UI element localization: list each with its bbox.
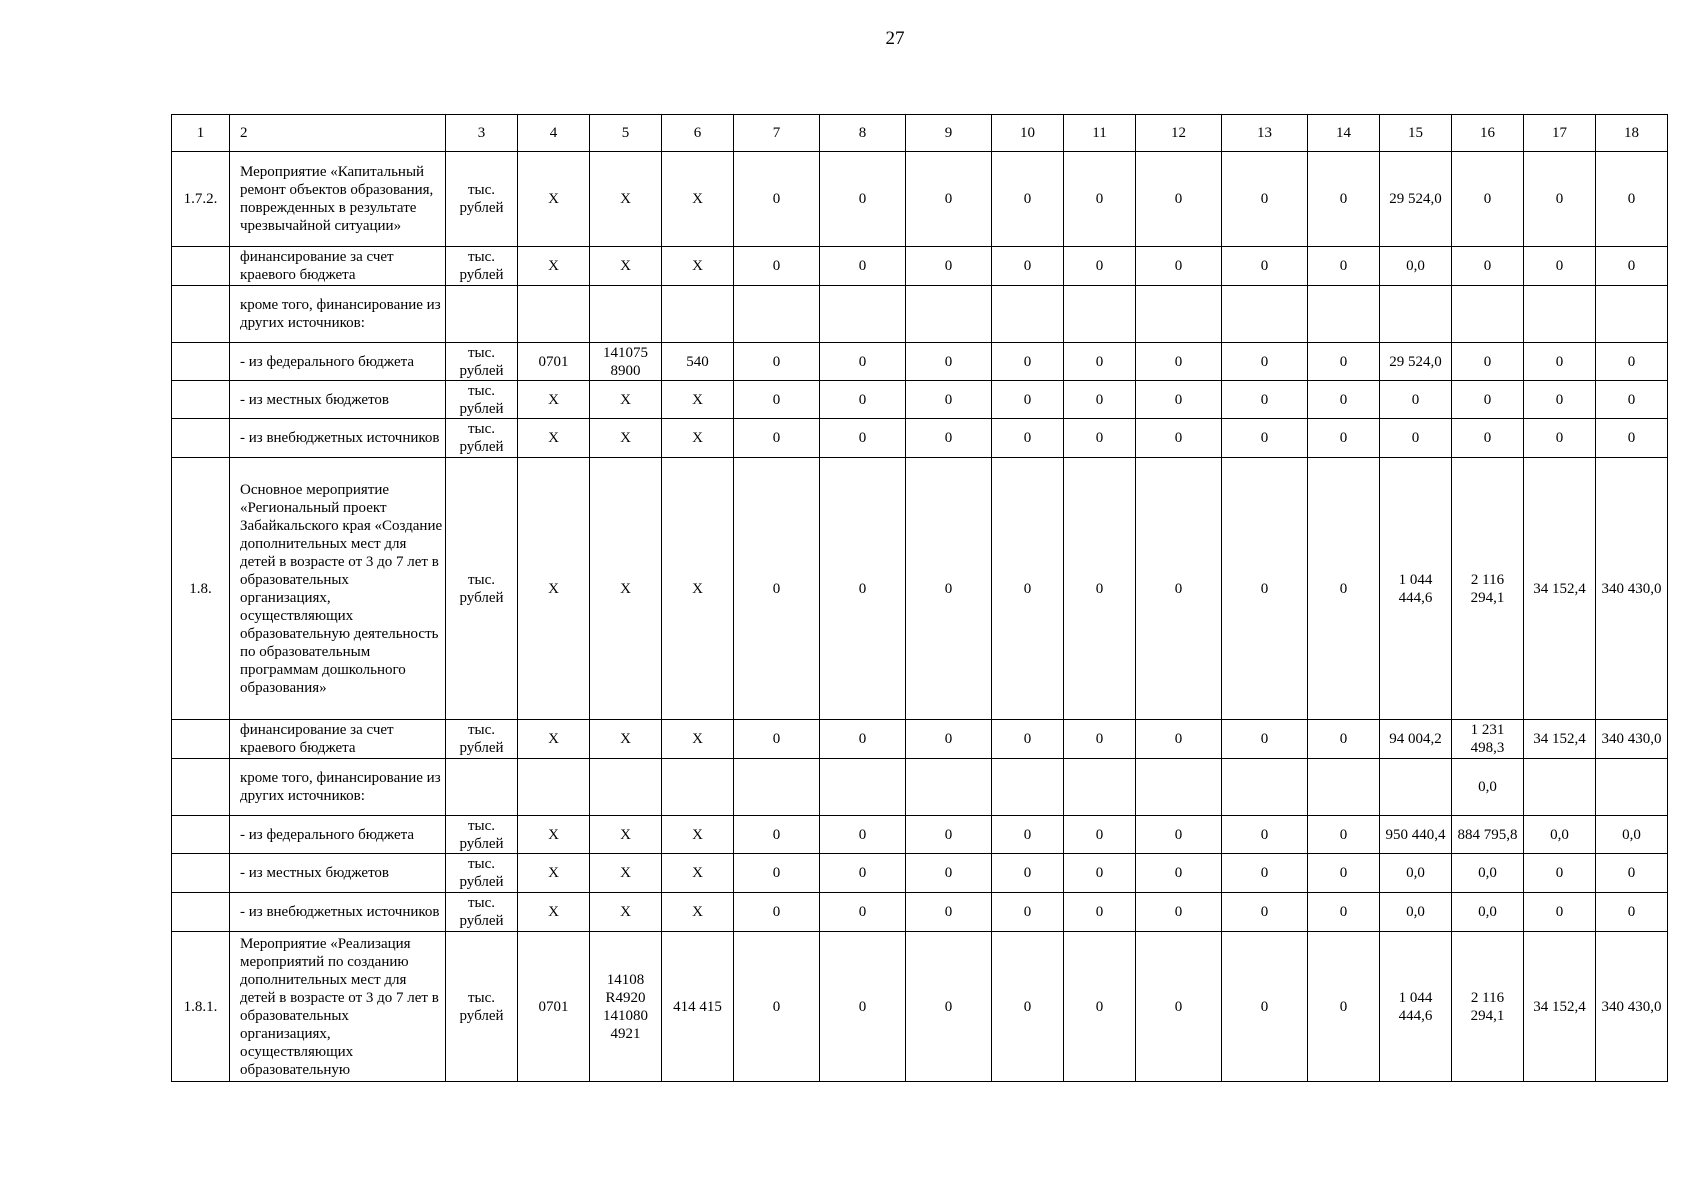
cell-col7: 0 bbox=[734, 932, 820, 1082]
cell-col13: 0 bbox=[1222, 419, 1308, 458]
cell-col7: 0 bbox=[734, 720, 820, 759]
cell-col5: X bbox=[590, 720, 662, 759]
cell-col16: 0,0 bbox=[1452, 854, 1524, 893]
cell-col15: 0 bbox=[1380, 419, 1452, 458]
cell-col4 bbox=[518, 286, 590, 343]
cell-col13: 0 bbox=[1222, 854, 1308, 893]
cell-col7: 0 bbox=[734, 458, 820, 720]
cell-col13: 0 bbox=[1222, 381, 1308, 419]
table-row bbox=[172, 458, 1668, 720]
page-number: 27 bbox=[885, 28, 905, 49]
cell-unit bbox=[446, 286, 518, 343]
cell-col13: 0 bbox=[1222, 893, 1308, 932]
cell-col15 bbox=[1380, 759, 1452, 816]
cell-col10: 0 bbox=[992, 343, 1064, 381]
cell-col15: 29 524,0 bbox=[1380, 343, 1452, 381]
cell-col10 bbox=[992, 759, 1064, 816]
cell-col8: 0 bbox=[820, 854, 906, 893]
cell-col12: 0 bbox=[1136, 720, 1222, 759]
cell-col14: 0 bbox=[1308, 893, 1380, 932]
cell-code bbox=[172, 247, 230, 286]
cell-col6: X bbox=[662, 381, 734, 419]
cell-col5 bbox=[590, 286, 662, 343]
cell-code: 1 bbox=[172, 115, 230, 152]
cell-col7: 7 bbox=[734, 115, 820, 152]
cell-col6: 414 415 bbox=[662, 932, 734, 1082]
cell-col17: 0,0 bbox=[1524, 816, 1596, 854]
cell-name: - из внебюджетных источников bbox=[230, 893, 446, 932]
cell-col13: 13 bbox=[1222, 115, 1308, 152]
cell-col15 bbox=[1380, 286, 1452, 343]
cell-code bbox=[172, 720, 230, 759]
cell-col18: 340 430,0 bbox=[1596, 720, 1668, 759]
cell-col5: X bbox=[590, 458, 662, 720]
cell-col12: 0 bbox=[1136, 247, 1222, 286]
cell-unit: тыс. рублей bbox=[446, 854, 518, 893]
cell-col11: 0 bbox=[1064, 816, 1136, 854]
cell-col8: 0 bbox=[820, 343, 906, 381]
cell-col4: 4 bbox=[518, 115, 590, 152]
table-row bbox=[172, 816, 1668, 854]
cell-col17: 34 152,4 bbox=[1524, 458, 1596, 720]
cell-col6: X bbox=[662, 419, 734, 458]
cell-col9: 0 bbox=[906, 247, 992, 286]
cell-col14: 0 bbox=[1308, 419, 1380, 458]
cell-code bbox=[172, 381, 230, 419]
cell-col13 bbox=[1222, 286, 1308, 343]
cell-col14: 0 bbox=[1308, 932, 1380, 1082]
cell-col8 bbox=[820, 759, 906, 816]
cell-col6 bbox=[662, 286, 734, 343]
cell-col8: 0 bbox=[820, 419, 906, 458]
cell-name: кроме того, финансирование из других источников: bbox=[230, 286, 446, 343]
cell-col5: X bbox=[590, 816, 662, 854]
cell-col18: 0,0 bbox=[1596, 816, 1668, 854]
cell-code: 1.8.1. bbox=[172, 932, 230, 1082]
cell-col16: 0,0 bbox=[1452, 759, 1524, 816]
cell-col6: X bbox=[662, 247, 734, 286]
cell-col12: 0 bbox=[1136, 343, 1222, 381]
cell-col14: 14 bbox=[1308, 115, 1380, 152]
cell-col18: 340 430,0 bbox=[1596, 458, 1668, 720]
cell-col16 bbox=[1452, 286, 1524, 343]
cell-code bbox=[172, 893, 230, 932]
cell-col5: 14108 R4920 141080 4921 bbox=[590, 932, 662, 1082]
cell-name: - из местных бюджетов bbox=[230, 381, 446, 419]
cell-name: Мероприятие «Реализация мероприятий по созданию дополнительных мест для детей в возрасте от 3 до 7 лет в образовательных организациях, осуществляющих образовательную bbox=[230, 932, 446, 1082]
cell-col13: 0 bbox=[1222, 720, 1308, 759]
cell-code bbox=[172, 343, 230, 381]
cell-col5: 5 bbox=[590, 115, 662, 152]
cell-col7: 0 bbox=[734, 854, 820, 893]
cell-col13: 0 bbox=[1222, 458, 1308, 720]
cell-col8 bbox=[820, 286, 906, 343]
cell-unit: тыс. рублей bbox=[446, 343, 518, 381]
cell-unit: тыс. рублей bbox=[446, 816, 518, 854]
cell-col5 bbox=[590, 759, 662, 816]
cell-col18: 0 bbox=[1596, 381, 1668, 419]
cell-col8: 0 bbox=[820, 932, 906, 1082]
cell-col14: 0 bbox=[1308, 816, 1380, 854]
cell-col14: 0 bbox=[1308, 854, 1380, 893]
cell-col13: 0 bbox=[1222, 247, 1308, 286]
cell-col4: X bbox=[518, 247, 590, 286]
header-row bbox=[172, 115, 1668, 152]
cell-name: Основное мероприятие «Региональный проект Забайкальского края «Создание дополнительных мест для детей в возрасте от 3 до 7 лет в образовательных организациях, осуществляющих образовательную деятельность по образовательным программам дошкольного образования» bbox=[230, 458, 446, 720]
cell-col11: 11 bbox=[1064, 115, 1136, 152]
cell-col4: X bbox=[518, 854, 590, 893]
cell-col5: X bbox=[590, 381, 662, 419]
cell-name: финансирование за счет краевого бюджета bbox=[230, 720, 446, 759]
cell-col6 bbox=[662, 759, 734, 816]
cell-unit: тыс. рублей bbox=[446, 893, 518, 932]
cell-col7: 0 bbox=[734, 419, 820, 458]
cell-col6: 540 bbox=[662, 343, 734, 381]
cell-col18 bbox=[1596, 286, 1668, 343]
cell-col7 bbox=[734, 286, 820, 343]
cell-col9 bbox=[906, 759, 992, 816]
cell-col7: 0 bbox=[734, 381, 820, 419]
cell-col4: X bbox=[518, 816, 590, 854]
cell-col11: 0 bbox=[1064, 932, 1136, 1082]
cell-col16: 0 bbox=[1452, 343, 1524, 381]
cell-col18: 340 430,0 bbox=[1596, 932, 1668, 1082]
cell-col8: 0 bbox=[820, 247, 906, 286]
cell-col17: 17 bbox=[1524, 115, 1596, 152]
cell-col18: 0 bbox=[1596, 152, 1668, 247]
cell-unit: 3 bbox=[446, 115, 518, 152]
cell-col5: 141075 8900 bbox=[590, 343, 662, 381]
cell-name: - из внебюджетных источников bbox=[230, 419, 446, 458]
cell-col10: 0 bbox=[992, 419, 1064, 458]
cell-col12: 0 bbox=[1136, 893, 1222, 932]
cell-col12 bbox=[1136, 286, 1222, 343]
cell-col13: 0 bbox=[1222, 932, 1308, 1082]
cell-col10 bbox=[992, 286, 1064, 343]
table-row bbox=[172, 893, 1668, 932]
table-row bbox=[172, 286, 1668, 343]
cell-col10: 0 bbox=[992, 893, 1064, 932]
cell-col4: X bbox=[518, 381, 590, 419]
cell-col5: X bbox=[590, 152, 662, 247]
cell-unit: тыс. рублей bbox=[446, 720, 518, 759]
cell-col4: X bbox=[518, 458, 590, 720]
cell-col10: 0 bbox=[992, 932, 1064, 1082]
table-row bbox=[172, 419, 1668, 458]
cell-col15: 94 004,2 bbox=[1380, 720, 1452, 759]
cell-col7 bbox=[734, 759, 820, 816]
cell-col9: 0 bbox=[906, 343, 992, 381]
cell-col14: 0 bbox=[1308, 152, 1380, 247]
cell-col11: 0 bbox=[1064, 152, 1136, 247]
table-row bbox=[172, 381, 1668, 419]
cell-col12: 0 bbox=[1136, 932, 1222, 1082]
cell-col18: 18 bbox=[1596, 115, 1668, 152]
cell-col10: 0 bbox=[992, 247, 1064, 286]
cell-col17: 0 bbox=[1524, 152, 1596, 247]
cell-col4: 0701 bbox=[518, 343, 590, 381]
cell-col10: 0 bbox=[992, 854, 1064, 893]
cell-col8: 0 bbox=[820, 816, 906, 854]
cell-col16: 884 795,8 bbox=[1452, 816, 1524, 854]
cell-col11: 0 bbox=[1064, 893, 1136, 932]
cell-col14: 0 bbox=[1308, 343, 1380, 381]
table-row bbox=[172, 343, 1668, 381]
cell-col4: X bbox=[518, 419, 590, 458]
cell-col15: 1 044 444,6 bbox=[1380, 458, 1452, 720]
cell-col10: 0 bbox=[992, 816, 1064, 854]
cell-col13: 0 bbox=[1222, 343, 1308, 381]
cell-col7: 0 bbox=[734, 152, 820, 247]
cell-col9: 0 bbox=[906, 381, 992, 419]
cell-col17: 34 152,4 bbox=[1524, 932, 1596, 1082]
cell-code bbox=[172, 286, 230, 343]
cell-col7: 0 bbox=[734, 343, 820, 381]
cell-col11: 0 bbox=[1064, 419, 1136, 458]
cell-col14 bbox=[1308, 286, 1380, 343]
cell-code bbox=[172, 759, 230, 816]
cell-col16: 0 bbox=[1452, 247, 1524, 286]
cell-col12: 12 bbox=[1136, 115, 1222, 152]
cell-col12: 0 bbox=[1136, 854, 1222, 893]
table-row bbox=[172, 932, 1668, 1082]
cell-col6: X bbox=[662, 816, 734, 854]
cell-col10: 10 bbox=[992, 115, 1064, 152]
cell-unit: тыс. рублей bbox=[446, 932, 518, 1082]
cell-col11: 0 bbox=[1064, 854, 1136, 893]
cell-col9: 0 bbox=[906, 720, 992, 759]
cell-name: - из федерального бюджета bbox=[230, 343, 446, 381]
cell-col17: 0 bbox=[1524, 381, 1596, 419]
cell-col14: 0 bbox=[1308, 720, 1380, 759]
cell-col11: 0 bbox=[1064, 247, 1136, 286]
cell-unit: тыс. рублей bbox=[446, 419, 518, 458]
cell-col17: 0 bbox=[1524, 419, 1596, 458]
cell-name: финансирование за счет краевого бюджета bbox=[230, 247, 446, 286]
table-row bbox=[172, 152, 1668, 247]
cell-col12: 0 bbox=[1136, 381, 1222, 419]
cell-col9: 0 bbox=[906, 932, 992, 1082]
cell-col8: 0 bbox=[820, 720, 906, 759]
cell-col13: 0 bbox=[1222, 152, 1308, 247]
cell-col16: 1 231 498,3 bbox=[1452, 720, 1524, 759]
cell-col4 bbox=[518, 759, 590, 816]
cell-name: - из федерального бюджета bbox=[230, 816, 446, 854]
cell-col7: 0 bbox=[734, 247, 820, 286]
cell-col12 bbox=[1136, 759, 1222, 816]
cell-col18 bbox=[1596, 759, 1668, 816]
cell-col16: 0 bbox=[1452, 152, 1524, 247]
cell-col8: 0 bbox=[820, 152, 906, 247]
cell-col5: X bbox=[590, 419, 662, 458]
cell-col16: 2 116 294,1 bbox=[1452, 458, 1524, 720]
cell-col11: 0 bbox=[1064, 720, 1136, 759]
cell-col9: 0 bbox=[906, 419, 992, 458]
budget-table-body bbox=[172, 115, 1668, 1082]
cell-col6: X bbox=[662, 720, 734, 759]
cell-col15: 950 440,4 bbox=[1380, 816, 1452, 854]
cell-col12: 0 bbox=[1136, 816, 1222, 854]
cell-col4: X bbox=[518, 152, 590, 247]
cell-col11: 0 bbox=[1064, 381, 1136, 419]
cell-col7: 0 bbox=[734, 893, 820, 932]
cell-col5: X bbox=[590, 893, 662, 932]
cell-unit: тыс. рублей bbox=[446, 152, 518, 247]
cell-code bbox=[172, 419, 230, 458]
table-row bbox=[172, 247, 1668, 286]
cell-name: Мероприятие «Капитальный ремонт объектов образования, поврежденных в результате чрезвычайной ситуации» bbox=[230, 152, 446, 247]
cell-col11 bbox=[1064, 759, 1136, 816]
cell-col18: 0 bbox=[1596, 893, 1668, 932]
cell-col17: 0 bbox=[1524, 854, 1596, 893]
cell-col9: 0 bbox=[906, 152, 992, 247]
cell-col17 bbox=[1524, 286, 1596, 343]
cell-col10: 0 bbox=[992, 720, 1064, 759]
cell-col18: 0 bbox=[1596, 247, 1668, 286]
cell-code: 1.8. bbox=[172, 458, 230, 720]
cell-col17 bbox=[1524, 759, 1596, 816]
cell-col9: 0 bbox=[906, 854, 992, 893]
cell-col14: 0 bbox=[1308, 381, 1380, 419]
cell-col4: X bbox=[518, 720, 590, 759]
cell-col15: 1 044 444,6 bbox=[1380, 932, 1452, 1082]
cell-col6: X bbox=[662, 152, 734, 247]
cell-unit bbox=[446, 759, 518, 816]
cell-col13 bbox=[1222, 759, 1308, 816]
cell-col15: 0 bbox=[1380, 381, 1452, 419]
cell-col11: 0 bbox=[1064, 458, 1136, 720]
cell-col6: X bbox=[662, 893, 734, 932]
cell-col9: 0 bbox=[906, 816, 992, 854]
cell-col6: 6 bbox=[662, 115, 734, 152]
cell-unit: тыс. рублей bbox=[446, 247, 518, 286]
cell-col5: X bbox=[590, 247, 662, 286]
budget-table bbox=[171, 114, 1668, 1082]
cell-col17: 0 bbox=[1524, 893, 1596, 932]
cell-col11 bbox=[1064, 286, 1136, 343]
cell-col9: 9 bbox=[906, 115, 992, 152]
cell-col12: 0 bbox=[1136, 419, 1222, 458]
cell-col15: 0,0 bbox=[1380, 247, 1452, 286]
cell-code bbox=[172, 816, 230, 854]
cell-col16: 2 116 294,1 bbox=[1452, 932, 1524, 1082]
cell-col9: 0 bbox=[906, 458, 992, 720]
cell-col15: 0,0 bbox=[1380, 854, 1452, 893]
table-row bbox=[172, 854, 1668, 893]
cell-col15: 29 524,0 bbox=[1380, 152, 1452, 247]
cell-col18: 0 bbox=[1596, 854, 1668, 893]
cell-col9: 0 bbox=[906, 893, 992, 932]
cell-name: кроме того, финансирование из других источников: bbox=[230, 759, 446, 816]
cell-code bbox=[172, 854, 230, 893]
cell-col4: 0701 bbox=[518, 932, 590, 1082]
cell-col6: X bbox=[662, 854, 734, 893]
cell-col7: 0 bbox=[734, 816, 820, 854]
cell-col16: 0 bbox=[1452, 381, 1524, 419]
cell-col16: 16 bbox=[1452, 115, 1524, 152]
cell-col12: 0 bbox=[1136, 458, 1222, 720]
cell-col18: 0 bbox=[1596, 343, 1668, 381]
cell-col11: 0 bbox=[1064, 343, 1136, 381]
cell-col16: 0,0 bbox=[1452, 893, 1524, 932]
cell-unit: тыс. рублей bbox=[446, 381, 518, 419]
cell-col17: 0 bbox=[1524, 247, 1596, 286]
cell-unit: тыс. рублей bbox=[446, 458, 518, 720]
cell-col14: 0 bbox=[1308, 458, 1380, 720]
cell-col5: X bbox=[590, 854, 662, 893]
cell-col18: 0 bbox=[1596, 419, 1668, 458]
cell-col15: 15 bbox=[1380, 115, 1452, 152]
cell-col13: 0 bbox=[1222, 816, 1308, 854]
cell-col10: 0 bbox=[992, 152, 1064, 247]
cell-col8: 0 bbox=[820, 893, 906, 932]
table-row bbox=[172, 759, 1668, 816]
cell-col9 bbox=[906, 286, 992, 343]
cell-col8: 0 bbox=[820, 458, 906, 720]
cell-name: 2 bbox=[230, 115, 446, 152]
cell-col10: 0 bbox=[992, 458, 1064, 720]
cell-name: - из местных бюджетов bbox=[230, 854, 446, 893]
cell-col8: 0 bbox=[820, 381, 906, 419]
cell-col10: 0 bbox=[992, 381, 1064, 419]
cell-col17: 0 bbox=[1524, 343, 1596, 381]
cell-col6: X bbox=[662, 458, 734, 720]
cell-code: 1.7.2. bbox=[172, 152, 230, 247]
cell-col12: 0 bbox=[1136, 152, 1222, 247]
cell-col4: X bbox=[518, 893, 590, 932]
cell-col15: 0,0 bbox=[1380, 893, 1452, 932]
cell-col8: 8 bbox=[820, 115, 906, 152]
cell-col14 bbox=[1308, 759, 1380, 816]
cell-col14: 0 bbox=[1308, 247, 1380, 286]
table-row bbox=[172, 720, 1668, 759]
cell-col17: 34 152,4 bbox=[1524, 720, 1596, 759]
cell-col16: 0 bbox=[1452, 419, 1524, 458]
